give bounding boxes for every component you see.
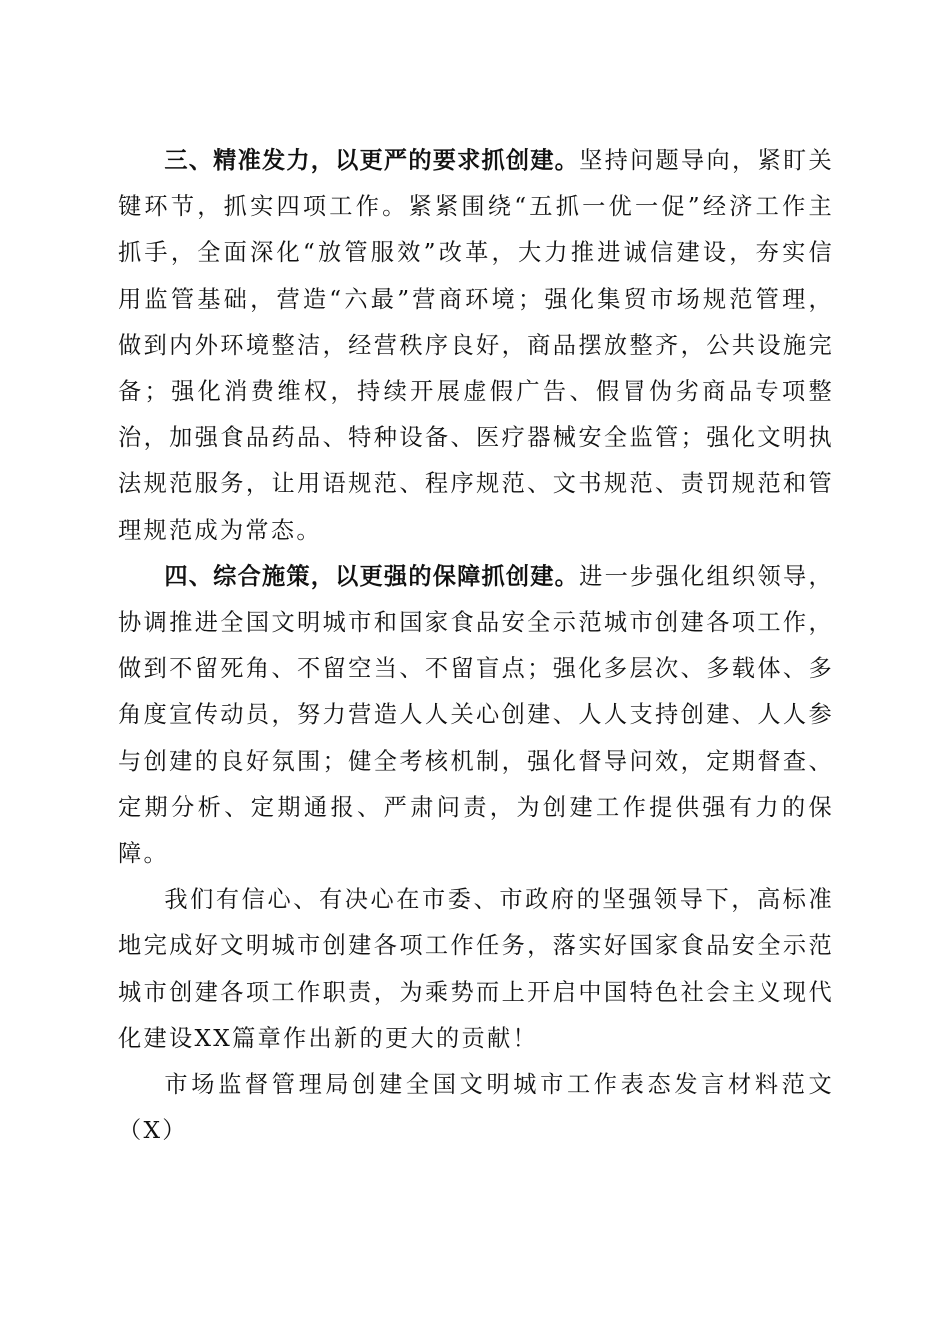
document-body [118, 138, 834, 1154]
section-three-heading: 三、精准发力，以更严的要求抓创建。 [164, 147, 580, 174]
section-four-body: 进一步强化组织领导，协调推进全国文明城市和国家食品安全示范城市创建各项工作，做到不留死角、不留空当、不留盲点；强化多层次、多载体、多角度宣传动员，努力营造人人关心创建、人人支持创建、人人参与创建的良好氛围；健全考核机制，强化督导问效，定期督查、定期分析、定期通报、严肃问责，为创建工作提供强有力的保障。 [118, 562, 835, 868]
next-article-title: 市场监督管理局创建全国文明城市工作表态发言材料范文（X） [118, 1071, 834, 1145]
paragraph-section-four [118, 554, 834, 877]
paragraph-section-three [118, 138, 834, 554]
section-three-body: 坚持问题导向，紧盯关键环节，抓实四项工作。紧紧围绕“五抓一优一促”经济工作主抓手，全面深化“放管服效”改革，大力推进诚信建设，夯实信用监管基础，营造“六最”营商环境；强化集贸市场规范管理，做到内外环境整洁，经营秩序良好，商品摆放整齐，公共设施完备；强化消费维权，持续开展虚假广告、假冒伪劣商品专项整治，加强食品药品、特种设备、医疗器械安全监管；强化文明执法规范服务，让用语规范、程序规范、文书规范、责罚规范和管理规范成为常态。 [118, 147, 835, 544]
section-four-heading: 四、综合施策，以更强的保障抓创建。 [164, 562, 580, 590]
conclusion-body: 我们有信心、有决心在市委、市政府的坚强领导下，高标准地完成好文明城市创建各项工作任务，落实好国家食品安全示范城市创建各项工作职责，为乘势而上开启中国特色社会主义现代化建设XX篇章作出新的更大的贡献！ [118, 886, 834, 1052]
paragraph-conclusion [118, 877, 834, 1062]
